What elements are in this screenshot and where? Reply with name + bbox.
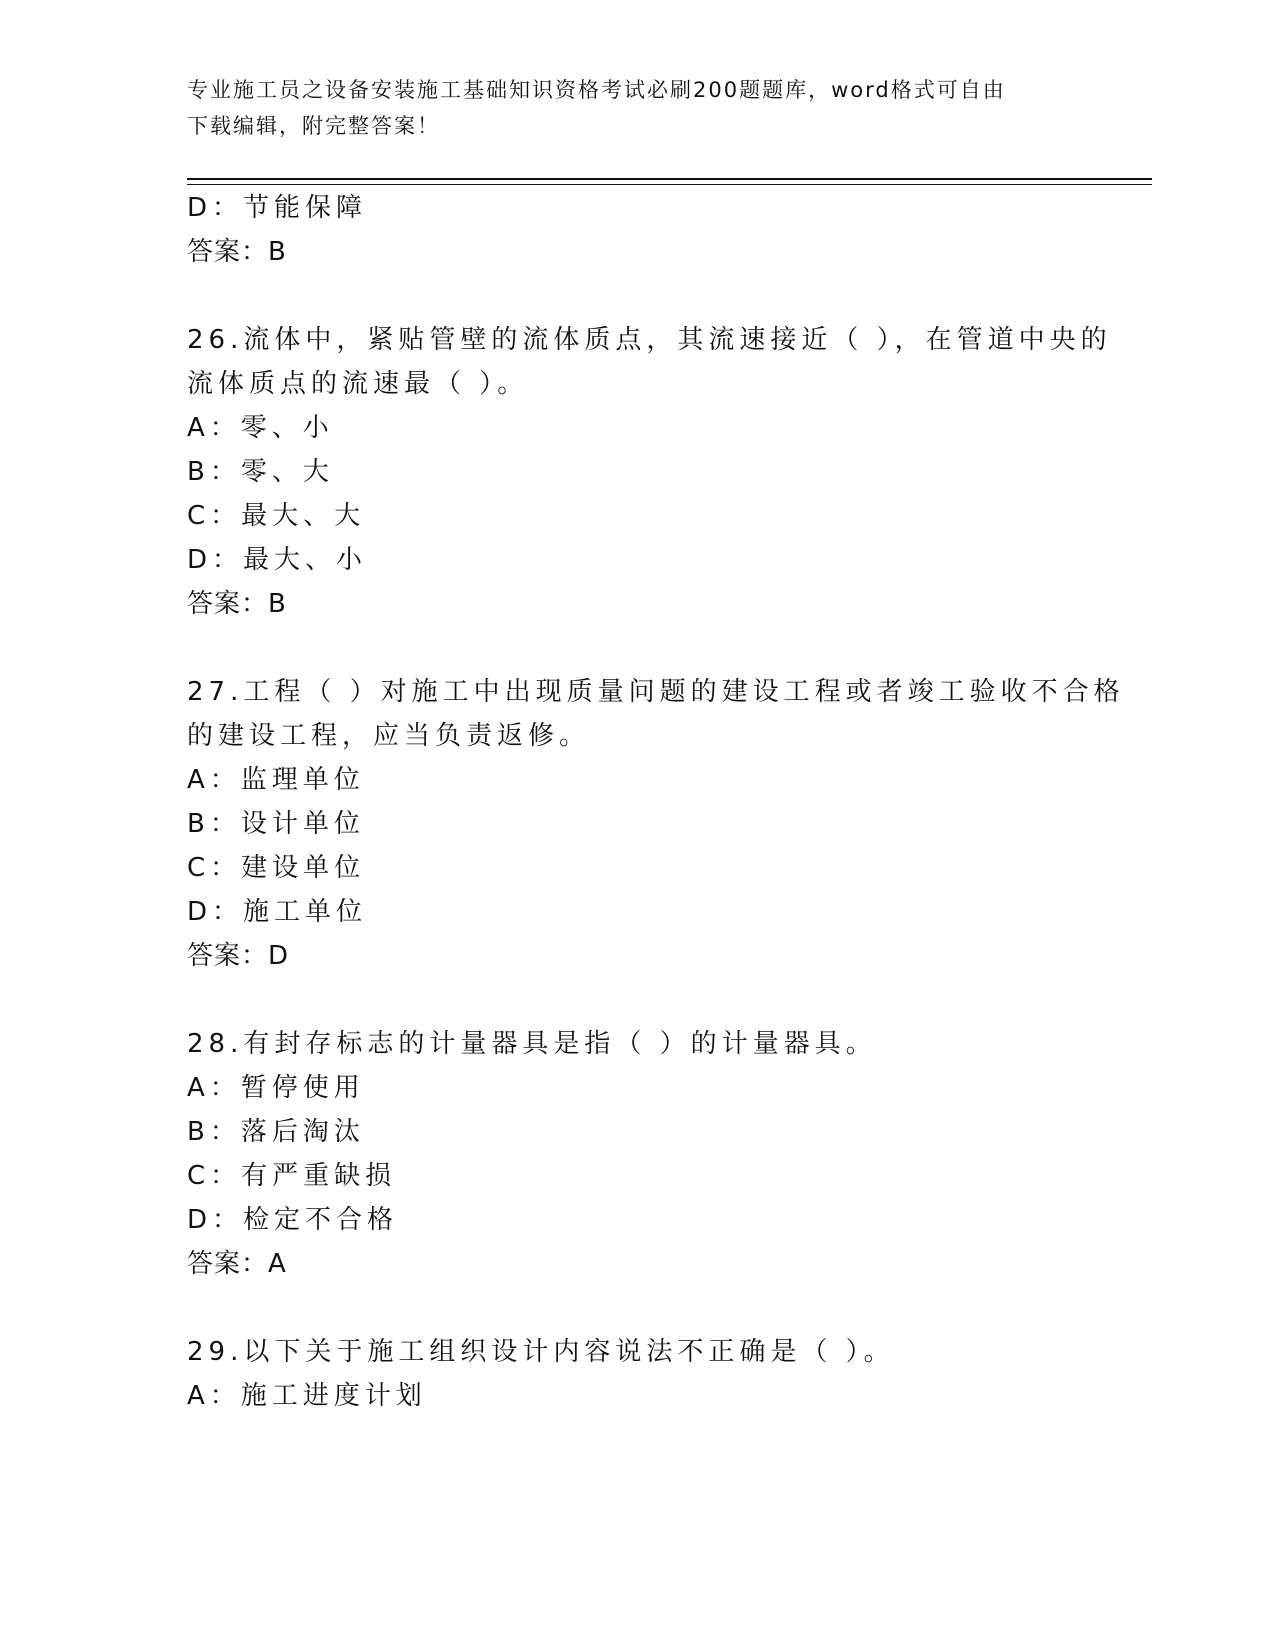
q26-option-b: B：零、大 xyxy=(187,457,334,487)
q27-stem-line-1: 27.工程（ ）对施工中出现质量问题的建设工程或者竣工验收不合格 xyxy=(187,677,1125,707)
q29-option-a: A：施工进度计划 xyxy=(187,1381,427,1411)
q28-option-b: B：落后淘汰 xyxy=(187,1117,365,1147)
q26-stem-line-2: 流体质点的流速最（ ）。 xyxy=(187,369,529,399)
header-line-2: 下载编辑，附完整答案！ xyxy=(187,114,440,138)
q29-stem-line-1: 29.以下关于施工组织设计内容说法不正确是（ ）。 xyxy=(187,1337,895,1367)
q28-stem-line-1: 28.有封存标志的计量器具是指（ ）的计量器具。 xyxy=(187,1029,877,1059)
header-divider-thick xyxy=(187,178,1152,180)
header-line-1: 专业施工员之设备安装施工基础知识资格考试必刷200题题库，word格式可自由 xyxy=(187,78,1006,102)
q27-option-c: C：建设单位 xyxy=(187,853,366,883)
prev-answer: 答案：B xyxy=(187,237,287,267)
q26-option-c: C：最大、大 xyxy=(187,501,366,531)
q27-answer: 答案：D xyxy=(187,941,290,971)
q27-option-d: D：施工单位 xyxy=(187,897,368,927)
q26-answer: 答案：B xyxy=(187,589,287,619)
q28-option-d: D：检定不合格 xyxy=(187,1205,399,1235)
q27-option-a: A：监理单位 xyxy=(187,765,365,795)
q26-stem-line-1: 26.流体中，紧贴管壁的流体质点，其流速接近（ ），在管道中央的 xyxy=(187,325,1112,355)
q28-option-c: C：有严重缺损 xyxy=(187,1161,397,1191)
q26-option-d: D：最大、小 xyxy=(187,545,368,575)
document-header xyxy=(187,72,1087,144)
header-divider-thin xyxy=(187,184,1152,185)
q27-stem-line-2: 的建设工程，应当负责返修。 xyxy=(187,721,591,751)
q27-option-b: B：设计单位 xyxy=(187,809,365,839)
q26-option-a: A：零、小 xyxy=(187,413,334,443)
q28-option-a: A：暂停使用 xyxy=(187,1073,365,1103)
q28-answer: 答案：A xyxy=(187,1249,287,1279)
prev-option-d: D：节能保障 xyxy=(187,193,368,223)
